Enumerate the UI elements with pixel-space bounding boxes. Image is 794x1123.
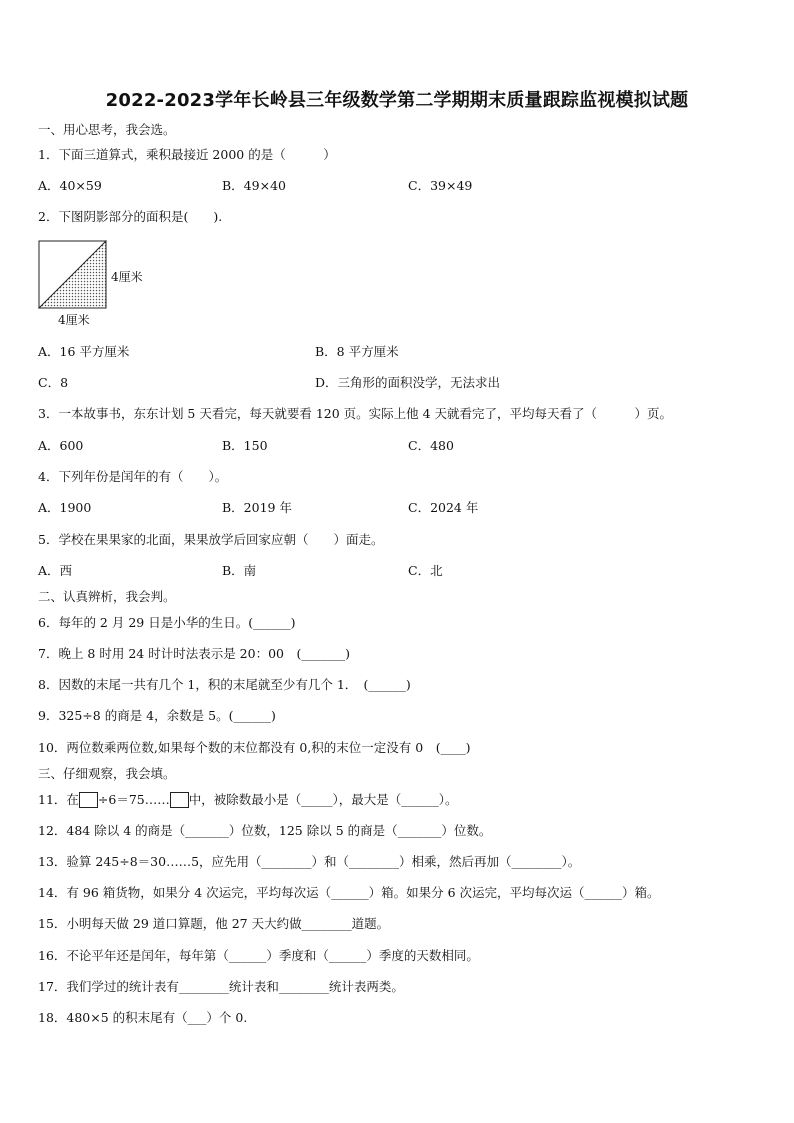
figure-side-length-label: 4厘米 [111,270,143,284]
q11-middle: ÷6＝75…… [97,792,170,807]
q1-option-c: C．39×49 [408,178,473,193]
q4-option-a: A．1900 [38,500,92,515]
q11-prefix: 11．在 [38,792,79,807]
question-15: 15．小明每天做 29 道口算题，他 27 天大约做________道题。 [38,916,390,931]
question-5: 5．学校在果果家的北面，果果放学后回家应朝（ ）面走。 [38,532,384,547]
figure-bottom-length-label: 4厘米 [58,313,90,327]
q1-option-a: A．40×59 [38,178,102,193]
question-16: 16．不论平年还是闰年，每年第（______）季度和（______）季度的天数相同。 [38,948,479,963]
q5-option-b: B．南 [222,563,257,578]
q3-option-a: A．600 [38,438,84,453]
q5-option-a: A．西 [38,563,73,578]
question-14: 14．有 96 箱货物，如果分 4 次运完，平均每次运（______）箱。如果分 6 次运完，平均每次运（______）箱。 [38,885,660,900]
section-heading-3: 三、仔细观察，我会填。 [38,766,176,781]
question-17: 17．我们学过的统计表有________统计表和________统计表两类。 [38,979,404,994]
question-18: 18．480×5 的积末尾有（___）个 0. [38,1010,248,1025]
q1-option-b: B．49×40 [222,178,286,193]
question-12: 12．484 除以 4 的商是（_______）位数，125 除以 5 的商是（_______）位数。 [38,823,492,838]
question-13: 13．验算 245÷8＝30……5，应先用（________）和（________）相乘，然后再加（________）。 [38,854,581,869]
q2-option-a: A．16 平方厘米 [38,344,130,359]
question-2: 2．下图阴影部分的面积是( ). [38,209,223,224]
section-heading-2: 二、认真辨析，我会判。 [38,589,176,604]
q2-option-d: D．三角形的面积没学，无法求出 [315,375,501,390]
question-11 [38,792,458,808]
question-6: 6．每年的 2 月 29 日是小华的生日。(______) [38,615,296,630]
q4-option-b: B．2019 年 [222,500,292,515]
answer-box [79,792,98,808]
q5-option-c: C．北 [408,563,443,578]
section-heading-1: 一、用心思考，我会选。 [38,122,176,137]
question-10: 10．两位数乘两位数,如果每个数的末位都没有 0,积的末位一定没有 0 (____) [38,740,471,755]
page-title: 2022-2023学年长岭县三年级数学第二学期期末质量跟踪监视模拟试题 [105,90,689,111]
answer-box [170,792,189,808]
q11-suffix: 中，被除数最小是（_____），最大是（______）。 [188,792,458,807]
question-9: 9．325÷8 的商是 4，余数是 5。(______) [38,708,276,723]
q2-option-c: C．8 [38,375,69,390]
question-3: 3．一本故事书，东东计划 5 天看完，每天就要看 120 页。实际上他 4 天就看完了，平均每天看了（ ）页。 [38,406,673,421]
question-7: 7．晚上 8 时用 24 时计时法表示是 20：00 (_______) [38,646,350,661]
question-4: 4．下列年份是闰年的有（ ）。 [38,469,228,484]
question-1: 1．下面三道算式，乘积最接近 2000 的是（ ） [38,147,336,162]
q2-option-b: B．8 平方厘米 [315,344,399,359]
q3-option-b: B．150 [222,438,268,453]
question-8: 8．因数的末尾一共有几个 1，积的末尾就至少有几个 1． (______) [38,677,411,692]
q4-option-c: C．2024 年 [408,500,479,515]
q3-option-c: C．480 [408,438,454,453]
